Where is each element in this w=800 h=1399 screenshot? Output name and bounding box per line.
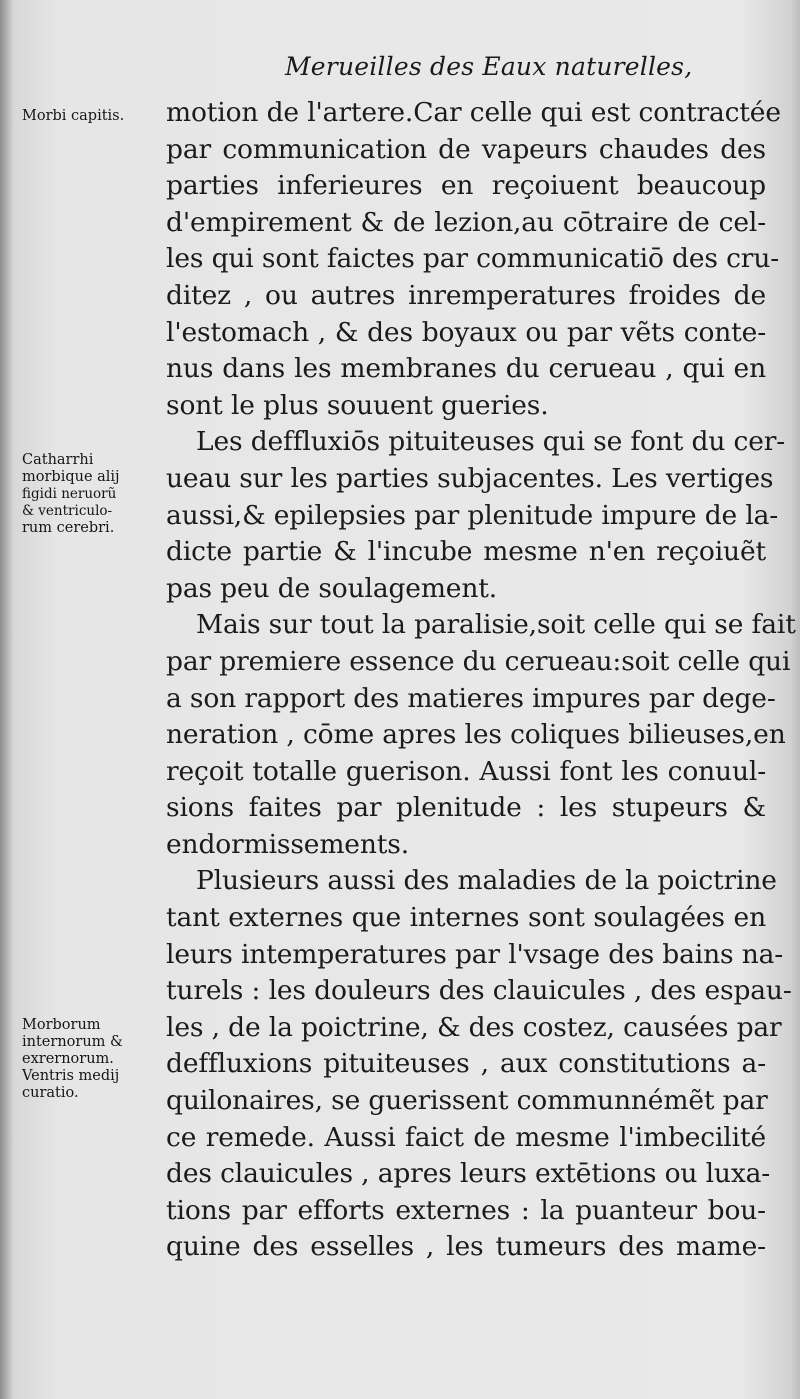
margin-note-line: rum cerebri.	[22, 520, 115, 536]
text-line: neration , cōme apres les coliques bilieuses,en	[166, 719, 786, 751]
text-line: tant externes que internes sont soulagées en	[166, 902, 766, 934]
main-text-block	[166, 95, 796, 1266]
text-line: dicte partie & l'incube mesme n'en reçoiuẽt	[166, 536, 766, 568]
text-line: d'empirement & de lezion,au cōtraire de cel-	[166, 206, 766, 238]
margin-note-line: figidi neruorũ	[22, 486, 117, 502]
margin-note-line: Morborum	[22, 1017, 101, 1033]
text-line: a son rapport des matieres impures par dege-	[166, 682, 776, 714]
margin-note-line: morbique alij	[22, 469, 120, 485]
paragraph-start: Les deffluxiōs pituiteuses qui se font du cer-	[196, 426, 786, 458]
text-line: ditez , ou autres inremperatures froides de	[166, 279, 766, 311]
text-line: reçoit totalle guerison. Aussi font les conuul-	[166, 755, 766, 787]
margin-note-line: exrernorum.	[22, 1051, 114, 1067]
text-line: sions faites par plenitude : les stupeurs &	[166, 792, 766, 824]
margin-note-line: internorum &	[22, 1034, 123, 1050]
margin-note-line: curatio.	[22, 1085, 79, 1101]
text-line: tions par efforts externes : la puanteur bou-	[166, 1194, 766, 1226]
text-line: quine des esselles , les tumeurs des mame-	[166, 1231, 766, 1263]
running-head: Merueilles des Eaux naturelles,	[285, 52, 693, 81]
text-line: par premiere essence du cerueau:soit celle qui	[166, 645, 791, 677]
text-line: pas peu de soulagement.	[166, 572, 498, 604]
margin-note-morbi-capitis	[22, 108, 167, 125]
text-line: l'estomach , & des boyaux ou par vẽts conte-	[166, 316, 766, 348]
text-line: par communication de vapeurs chaudes des	[166, 133, 766, 165]
margin-note-line: Ventris medij	[22, 1068, 120, 1084]
text-line: ueau sur les parties subjacentes. Les vertiges	[166, 462, 774, 494]
text-line: aussi,& epilepsies par plenitude impure de la-	[166, 499, 779, 531]
text-line: turels : les douleurs des clauicules , des espau-	[166, 975, 792, 1007]
text-line: sont le plus souuent gueries.	[166, 389, 549, 421]
margin-note-line: & ventriculo-	[22, 503, 113, 519]
text-line: deffluxions pituiteuses , aux constitutions a-	[166, 1048, 766, 1080]
text-line: les qui sont faictes par communicatiō des cru-	[166, 243, 780, 275]
paragraph-start: Plusieurs aussi des maladies de la poictrine	[196, 865, 777, 897]
text-line: endormissements.	[166, 828, 409, 860]
margin-note-line: Catharrhi	[22, 452, 94, 468]
text-line: parties inferieures en reçoiuent beaucoup	[166, 170, 766, 202]
margin-note-morborum	[22, 1017, 167, 1102]
text-line: ce remede. Aussi faict de mesme l'imbecilité	[166, 1121, 766, 1153]
text-line: nus dans les membranes du cerueau , qui en	[166, 353, 766, 385]
text-line: les , de la poictrine, & des costez, causées par	[166, 1011, 782, 1043]
margin-note-line: Morbi capitis.	[22, 108, 125, 124]
text-line: quilonaires, se guerissent communnémẽt par	[166, 1085, 768, 1117]
paragraph-start: Mais sur tout la paralisie,soit celle qui se fait	[196, 609, 796, 641]
text-line: motion de l'artere.Car celle qui est contractée	[166, 97, 781, 128]
text-line: leurs intemperatures par l'vsage des bains na-	[166, 938, 784, 970]
margin-note-catharrhi	[22, 452, 167, 537]
text-line: des clauicules , apres leurs extētions ou luxa-	[166, 1158, 771, 1190]
